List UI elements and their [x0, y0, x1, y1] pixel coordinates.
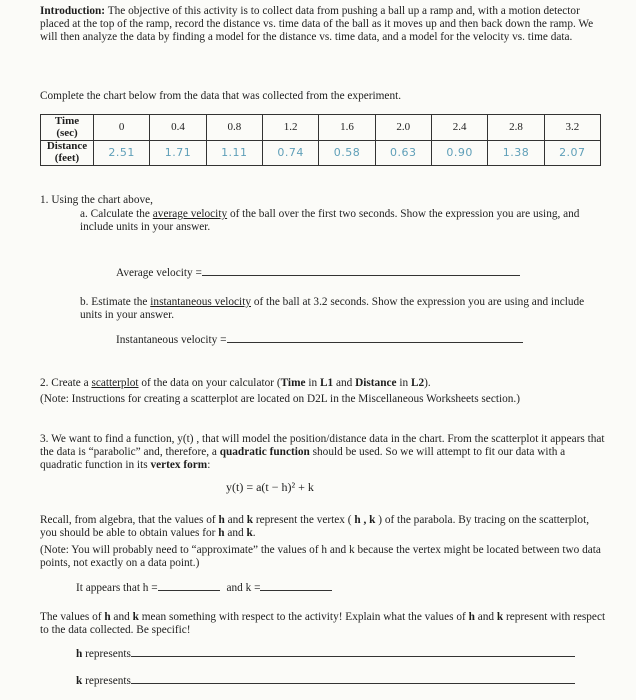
recall-text: and: [224, 514, 247, 526]
time-cell: 0.8: [206, 115, 262, 141]
h-answer-blank[interactable]: [158, 590, 220, 591]
time-cell: 0: [94, 115, 150, 141]
time-header: [41, 115, 94, 141]
q2-time: Time: [280, 377, 306, 389]
k-variable: k: [132, 611, 139, 623]
q2-text: of the data on your calculator (: [138, 377, 281, 389]
quadratic-function-term: quadratic function: [219, 446, 310, 459]
q1b-text-end: of the ball at 3.2 seconds. Show the expression you are using and include units in your answer.: [80, 296, 585, 322]
distance-unit: (feet): [54, 152, 80, 164]
complete-chart-instruction: Complete the chart below from the data that was collected from the experiment.: [40, 90, 402, 102]
k-answer-label: and k =: [226, 582, 261, 594]
time-label: Time: [54, 114, 80, 127]
distance-cell[interactable]: 2.51: [94, 141, 150, 166]
distance-cell[interactable]: 0.90: [431, 141, 487, 166]
k-variable: k: [76, 675, 83, 687]
distance-cell[interactable]: 1.11: [206, 141, 262, 166]
instantaneous-velocity-blank[interactable]: [227, 342, 523, 343]
q2-l1: L1: [319, 377, 334, 389]
intro-heading: Introduction:: [40, 5, 106, 17]
k-represents-line: [76, 675, 575, 688]
q2-text: in: [305, 377, 320, 389]
question-1a: [80, 208, 605, 234]
q1a-text: a. Calculate the: [80, 208, 153, 220]
time-cell: 2.4: [431, 115, 487, 141]
meaning-text: mean something with respect to the activity! Explain what the values of: [138, 611, 469, 623]
meaning-text: and: [474, 611, 497, 623]
distance-cell[interactable]: 1.38: [488, 141, 544, 166]
k-represents-blank[interactable]: [131, 683, 575, 684]
question-3: [40, 433, 606, 472]
instantaneous-velocity-term: instantaneous velocity: [150, 296, 251, 308]
question-1b: [80, 296, 605, 322]
recall-text: Recall, from algebra, that the values of: [40, 514, 219, 526]
distance-cell[interactable]: 2.07: [544, 141, 600, 166]
h-variable: h: [218, 527, 225, 540]
q2-text: and: [333, 377, 356, 389]
distance-label: Distance: [46, 140, 88, 153]
q2-distance: Distance: [355, 377, 397, 389]
h-answer-label: It appears that h =: [76, 582, 158, 594]
meaning-text: represent with respect to the data collected. Be specific!: [40, 611, 606, 637]
distance-header: [41, 141, 94, 166]
time-row: [41, 115, 601, 141]
distance-cell[interactable]: 0.58: [319, 141, 375, 166]
distance-row: [41, 141, 601, 166]
q1b-text: b. Estimate the: [80, 296, 151, 308]
k-answer-blank[interactable]: [260, 590, 332, 591]
h-variable: h: [76, 648, 83, 660]
distance-cell[interactable]: 1.71: [150, 141, 206, 166]
distance-cell[interactable]: 0.63: [375, 141, 431, 166]
question-2-note: (Note: Instructions for creating a scatterplot are located on D2L in the Miscellaneous Worksheets section.): [40, 393, 520, 405]
vertex-form-formula: y(t) = a(t − h)² + k: [226, 480, 314, 494]
h-variable: h: [218, 514, 225, 526]
q3-text: 3. We want to find a function, y(t) , that will model the position/distance data in the chart. From the scatterplot it appears that the data is “parabolic” and, therefore, a: [40, 433, 605, 459]
q2-text: ).: [424, 377, 431, 389]
time-cell: 0.4: [150, 115, 206, 141]
recall-paragraph: [40, 514, 606, 540]
time-cell: 3.2: [544, 115, 600, 141]
q1-number: 1.: [40, 194, 49, 206]
h-represents-label: represents: [85, 648, 131, 660]
question-2: [40, 377, 606, 390]
h-represents-line: [76, 648, 575, 661]
time-cell: 1.2: [262, 115, 318, 141]
vertex-pair: h , k: [354, 514, 376, 526]
recall-text: ) of the parabola. By tracing on the scatterplot, you should be able to obtain values for: [40, 514, 590, 540]
introduction-paragraph: [40, 5, 606, 44]
time-cell: 1.6: [319, 115, 375, 141]
recall-text: and: [224, 527, 247, 540]
average-velocity-answer: [116, 267, 520, 280]
vertex-form-term: vertex form: [150, 459, 208, 472]
average-velocity-term: average velocity: [152, 208, 228, 220]
k-variable: k: [246, 527, 253, 540]
time-unit: (sec): [56, 126, 78, 139]
q3-text: :: [207, 459, 211, 472]
q1a-text-end: of the ball over the first two seconds. Show the expression you are using, and include units in your answer.: [80, 208, 580, 234]
time-cell: 2.8: [488, 115, 544, 141]
data-table: [40, 114, 601, 166]
q3-text: should be used. So we will attempt to fit our data with a quadratic function in its: [40, 446, 566, 472]
average-velocity-label: Average velocity =: [116, 267, 202, 279]
meaning-paragraph: [40, 611, 606, 637]
question-1: [40, 194, 153, 207]
recall-text: .: [252, 527, 256, 540]
h-variable: h: [468, 611, 475, 623]
intro-text: The objective of this activity is to collect data from pushing a ball up a ramp and, with a motion detector placed at the top of the ramp, record the distance vs. time data of the ball as it moves up and then back down the ramp. We will then analyze the data by finding a model for the distance vs. time data, and a model for the velocity vs. time data.: [40, 5, 594, 44]
q2-l2: L2: [410, 377, 425, 389]
meaning-text: and: [110, 611, 133, 623]
q1-intro: Using the chart above,: [51, 194, 153, 206]
approximate-note: (Note: You will probably need to “approximate” the values of h and k because the vertex might be located between two data points, not exactly on a data point.): [40, 544, 601, 570]
recall-text: represent the vertex (: [253, 514, 355, 526]
time-cell: 2.0: [375, 115, 431, 141]
average-velocity-blank[interactable]: [202, 275, 520, 276]
q2-text: 2. Create a: [40, 377, 92, 389]
k-variable: k: [246, 514, 254, 526]
h-k-answer-line: [76, 582, 332, 595]
meaning-text: The values of: [40, 611, 105, 623]
h-represents-blank[interactable]: [131, 656, 575, 657]
scatterplot-term: scatterplot: [91, 377, 139, 389]
q2-text: in: [396, 377, 411, 389]
distance-cell[interactable]: 0.74: [262, 141, 318, 166]
k-represents-label: represents: [85, 675, 131, 687]
instantaneous-velocity-answer: [116, 334, 523, 347]
h-variable: h: [104, 611, 111, 623]
instantaneous-velocity-label: Instantaneous velocity =: [116, 334, 227, 346]
k-variable: k: [496, 611, 504, 623]
